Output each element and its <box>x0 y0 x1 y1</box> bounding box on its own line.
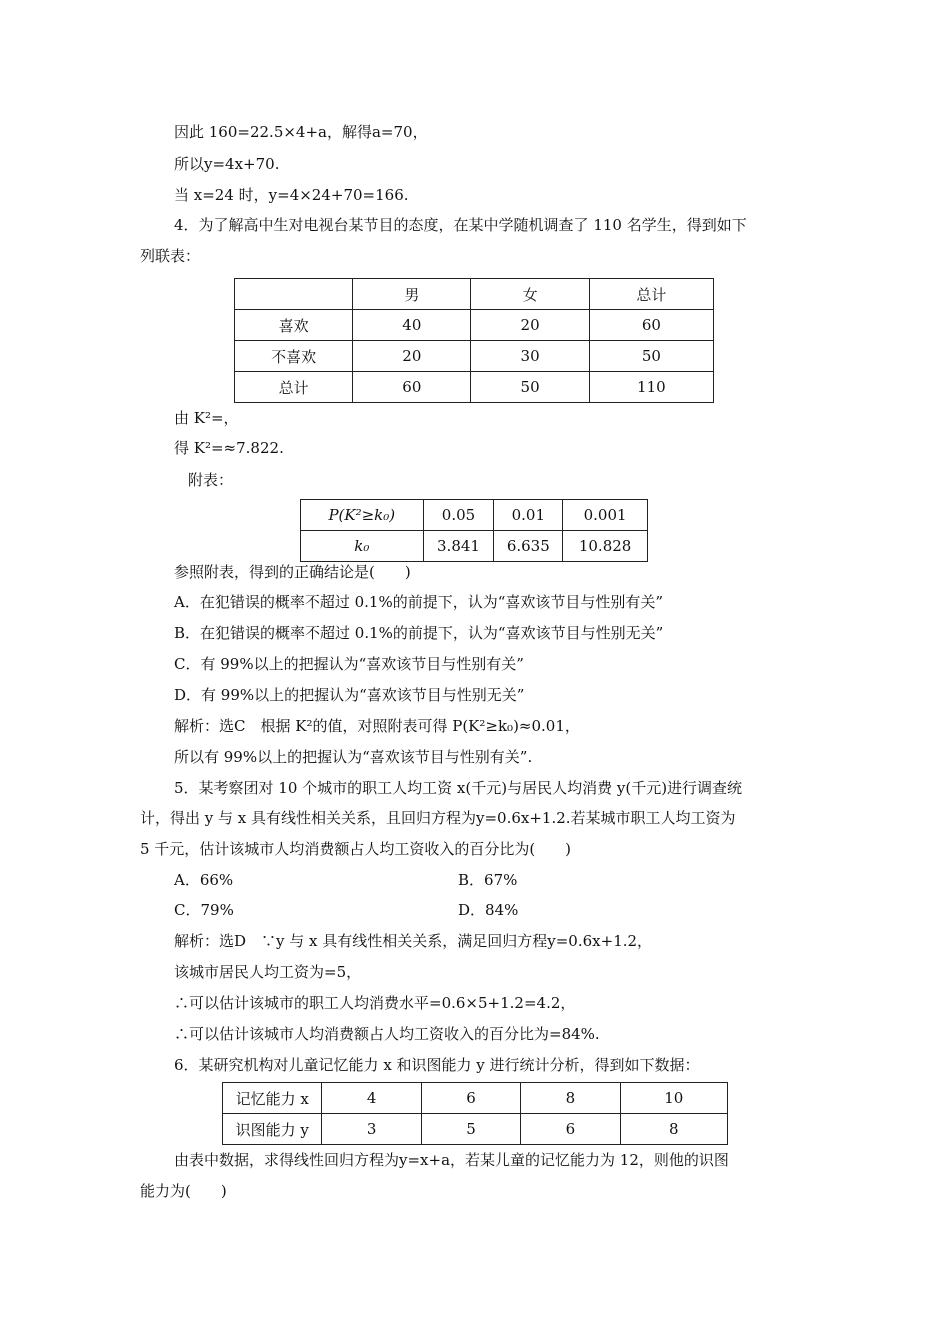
table-cell: 8 <box>620 1114 727 1145</box>
appendix-label: 附表： <box>188 471 234 489</box>
table-cell: 0.05 <box>423 500 494 531</box>
text-line: 由表中数据，求得线性回归方程为y=x+a，若某儿童的记忆能力为 12，则他的识图 <box>174 1151 729 1169</box>
option-c: C．79% <box>174 901 234 919</box>
table-cell: 不喜欢 <box>235 341 353 372</box>
table-cell: 男 <box>353 279 471 310</box>
table-cell: 20 <box>471 310 589 341</box>
text-line: ∴可以估计该城市的职工人均消费水平=0.6×5+1.2=4.2， <box>174 994 576 1012</box>
table-cell: 4 <box>322 1083 421 1114</box>
text-line: 得 K²=≈7.822. <box>174 439 284 457</box>
option-a: A．66% <box>174 871 234 889</box>
table-row <box>223 1114 728 1145</box>
memory-recognition-table <box>222 1082 728 1145</box>
table-cell: k₀ <box>301 531 424 562</box>
contingency-table <box>234 278 714 403</box>
option-b: B．67% <box>458 871 518 889</box>
table-cell: 50 <box>471 372 589 403</box>
table-cell: 识图能力 y <box>223 1114 322 1145</box>
table-cell: 6 <box>421 1083 520 1114</box>
table-cell: 8 <box>521 1083 620 1114</box>
table-cell: 40 <box>353 310 471 341</box>
text-line: 能力为( ) <box>140 1182 227 1200</box>
text-line: 由 K²=， <box>174 409 239 427</box>
table-row <box>301 500 648 531</box>
solution-5: 解析：选D ∵y 与 x 具有线性相关关系，满足回归方程y=0.6x+1.2， <box>174 932 653 950</box>
text-line: 因此 160=22.5×4+a，解得a=70， <box>174 123 428 141</box>
text-line: 5 千元，估计该城市人均消费额占人均工资收入的百分比为( ) <box>140 840 572 858</box>
text-line: 计，得出 y 与 x 具有线性相关关系，且回归方程为y=0.6x+1.2.若某城市职工人均工资为 <box>140 809 736 827</box>
table-cell: 3.841 <box>423 531 494 562</box>
table-cell: 0.01 <box>494 500 563 531</box>
table-cell: 60 <box>353 372 471 403</box>
table-cell: 20 <box>353 341 471 372</box>
table-row <box>301 531 648 562</box>
critical-value-table <box>300 499 648 562</box>
question-5: 5．某考察团对 10 个城市的职工人均工资 x(千元)与居民人均消费 y(千元)进行调查统 <box>174 779 743 797</box>
table-cell: 总计 <box>235 372 353 403</box>
table-cell: 6.635 <box>494 531 563 562</box>
option-b: B．在犯错误的概率不超过 0.1%的前提下，认为“喜欢该节目与性别无关” <box>174 624 664 642</box>
question-6: 6．某研究机构对儿童记忆能力 x 和识图能力 y 进行统计分析，得到如下数据： <box>174 1056 700 1074</box>
table-cell: 110 <box>589 372 713 403</box>
table-cell: 总计 <box>589 279 713 310</box>
question-4: 4．为了解高中生对电视台某节目的态度，在某中学随机调查了 110 名学生，得到如下 <box>174 216 747 234</box>
table-cell: 60 <box>589 310 713 341</box>
table-row <box>223 1083 728 1114</box>
table-cell: 0.001 <box>563 500 648 531</box>
text-line: 所以有 99%以上的把握认为“喜欢该节目与性别有关”. <box>174 748 533 766</box>
option-a: A．在犯错误的概率不超过 0.1%的前提下，认为“喜欢该节目与性别有关” <box>174 593 664 611</box>
text-line: ∴可以估计该城市人均消费额占人均工资收入的百分比为=84%. <box>174 1025 600 1043</box>
table-cell: 6 <box>521 1114 620 1145</box>
table-row <box>235 372 714 403</box>
option-d: D．有 99%以上的把握认为“喜欢该节目与性别无关” <box>174 686 525 704</box>
table-cell: 记忆能力 x <box>223 1083 322 1114</box>
text-line: 参照附表，得到的正确结论是( ) <box>174 563 411 581</box>
table-cell: 50 <box>589 341 713 372</box>
solution-4: 解析：选C 根据 K²的值，对照附表可得 P(K²≥k₀)≈0.01， <box>174 717 580 735</box>
table-row <box>235 341 714 372</box>
table-row <box>235 310 714 341</box>
table-cell: 喜欢 <box>235 310 353 341</box>
table-cell: 3 <box>322 1114 421 1145</box>
table-cell: 5 <box>421 1114 520 1145</box>
table-cell: 10.828 <box>563 531 648 562</box>
table-cell: 10 <box>620 1083 727 1114</box>
option-d: D．84% <box>458 901 519 919</box>
table-cell: 女 <box>471 279 589 310</box>
text-line: 列联表： <box>140 247 201 265</box>
text-line: 所以y=4x+70. <box>174 155 280 173</box>
table-cell: P(K²≥k₀) <box>301 500 424 531</box>
table-cell <box>235 279 353 310</box>
text-line: 当 x=24 时，y=4×24+70=166. <box>174 186 409 204</box>
table-cell: 30 <box>471 341 589 372</box>
option-c: C．有 99%以上的把握认为“喜欢该节目与性别有关” <box>174 655 524 673</box>
text-line: 该城市居民人均工资为=5， <box>174 963 362 981</box>
table-row <box>235 279 714 310</box>
